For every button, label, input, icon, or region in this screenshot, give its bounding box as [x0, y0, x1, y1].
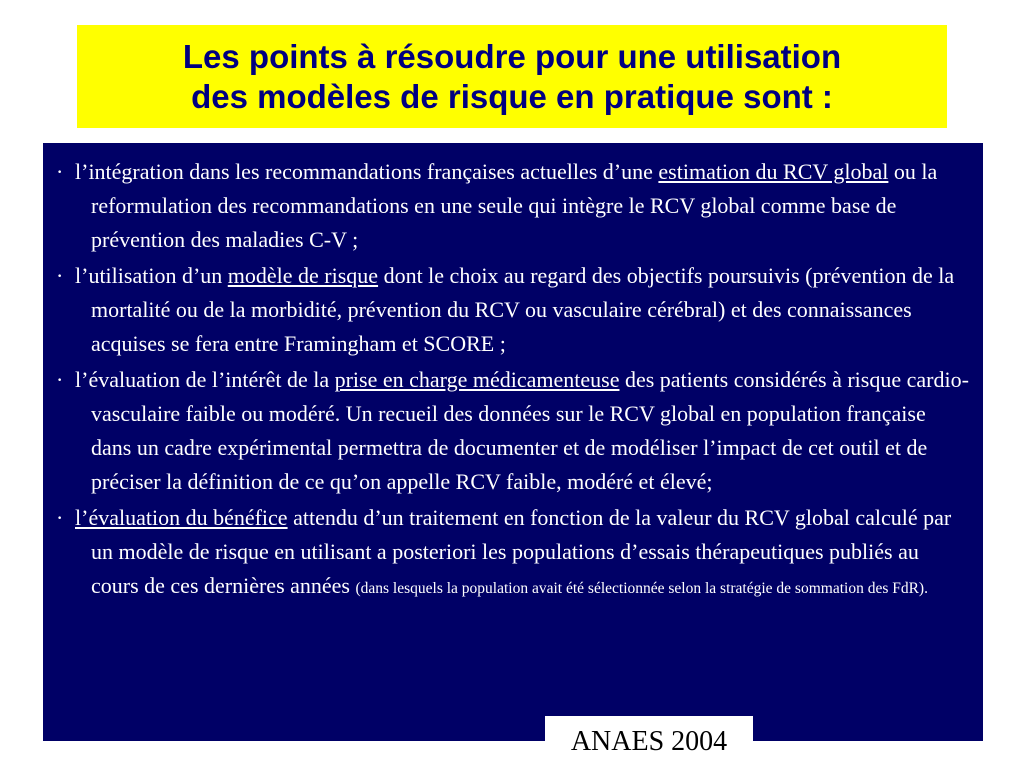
- title-line-2: des modèles de risque en pratique sont :: [191, 77, 833, 115]
- bullet-text-after: attendu d’un traitement en fonction de la valeur du RCV global calculé par un modèle de risque en utilisant a posteriori les populations d’essais thérapeutiques publiés au cours de ces dernières années: [91, 505, 952, 598]
- bullet-marker: ·: [56, 505, 64, 530]
- bullet-link-evaluation-benefice: l’évaluation du bénéfice: [75, 505, 288, 530]
- slide-title: [183, 37, 841, 117]
- source-label: ANAES 2004: [545, 716, 753, 768]
- bullet-marker: ·: [56, 263, 64, 288]
- bullet-item-4: [53, 501, 969, 606]
- bullet-text-after: des patients considérés à risque cardio-vasculaire faible ou modéré. Un recueil des données sur le RCV global en population française dans un cadre expérimental permettra de documenter et de modéliser l’impact de cet outil et de préciser la définition de ce qu’on appelle RCV faible, modéré et élevé;: [91, 367, 969, 494]
- bullet-text-before: l’utilisation d’un: [75, 263, 228, 288]
- title-line-1: Les points à résoudre pour une utilisation: [182, 37, 842, 75]
- bullet-text-after: ou la reformulation des recommandations en une seule qui intègre le RCV global comme base de prévention des maladies C-V ;: [91, 159, 938, 252]
- bullet-marker: ·: [56, 159, 64, 184]
- bullet-text-after: dont le choix au regard des objectifs poursuivis (prévention de la mortalité ou de la morbidité, prévention du RCV ou vasculaire cérébral) et des connaissances acquises se fera entre Framingham et SCORE ;: [91, 263, 955, 356]
- bullet-item-1: [53, 155, 969, 257]
- title-box: [77, 25, 947, 128]
- bullet-link-estimation-rcv-global: estimation du RCV global: [658, 159, 889, 184]
- content-box: [43, 143, 983, 741]
- bullet-item-3: [53, 363, 969, 499]
- bullet-text-before: l’évaluation de l’intérêt de la: [75, 367, 335, 392]
- bullet-item-2: [53, 259, 969, 361]
- bullet-marker: ·: [56, 367, 64, 392]
- bullet-link-prise-en-charge: prise en charge médicamenteuse: [334, 367, 620, 392]
- bullet-note-small: (dans lesquels la population avait été sélectionnée selon la stratégie de sommation des FdR).: [355, 580, 928, 597]
- bullet-text-before: l’intégration dans les recommandations françaises actuelles d’une: [75, 159, 659, 184]
- bullet-link-modele-de-risque: modèle de risque: [227, 263, 379, 288]
